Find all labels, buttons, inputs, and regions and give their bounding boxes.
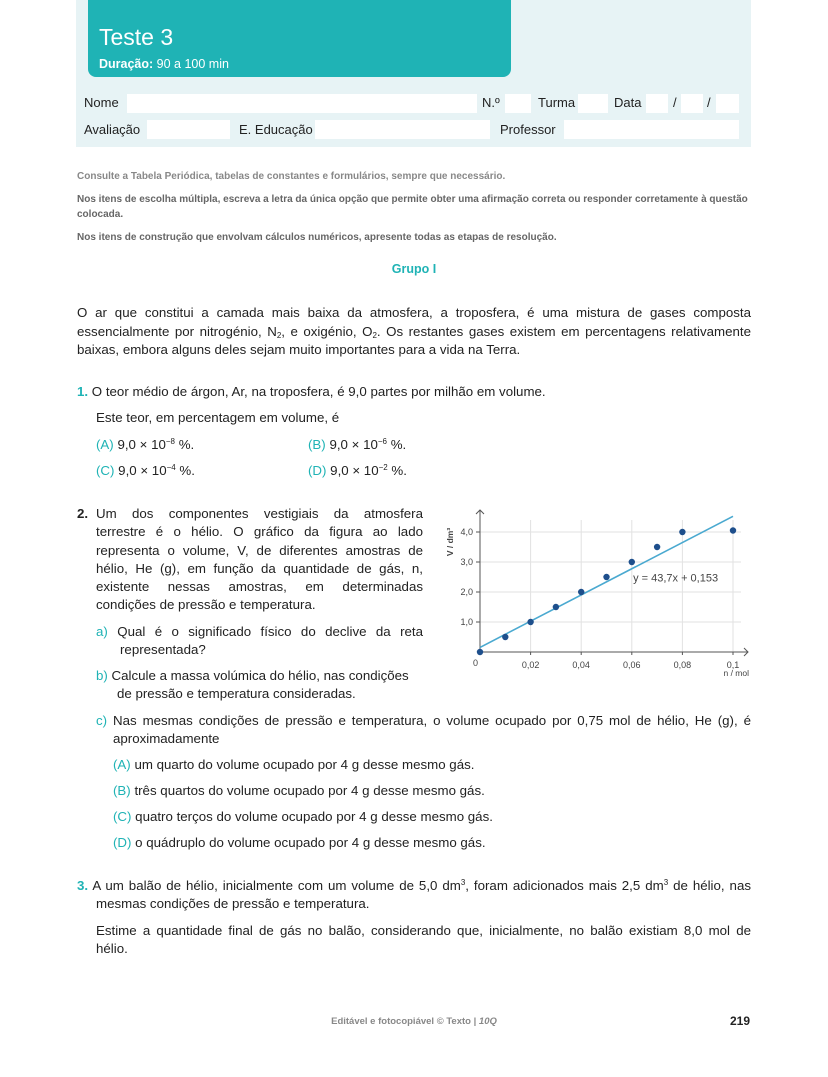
q2c-line2: aproximadamente: [113, 731, 220, 746]
option-letter: (B): [113, 783, 131, 798]
data-year-field[interactable]: [716, 94, 739, 113]
q1-option-d: [308, 462, 407, 481]
option-text: 9,0 × 10: [118, 463, 167, 478]
q3-text: de hélio, nas: [668, 878, 751, 893]
option-text: três quartos do volume ocupado por 4 g desse mesmo gás.: [134, 783, 485, 798]
group-title: Grupo I: [391, 262, 437, 276]
numero-field[interactable]: [505, 94, 531, 113]
q3-line2: mesmas condições de pressão e temperatura.: [96, 896, 370, 911]
q2a-line2: representada?: [120, 642, 206, 657]
q2-number: 2.: [77, 506, 89, 521]
q2c-letter: c): [96, 713, 108, 728]
q2a-line1: [96, 623, 423, 642]
data-points: [477, 527, 736, 655]
option-text: 9,0 × 10: [330, 463, 379, 478]
q2-line: terrestre é o hélio. O gráfico da figura ao lado: [96, 524, 423, 540]
x-tick-label: 0,08: [673, 660, 692, 670]
duration-label: Duração:: [99, 57, 154, 71]
option-unit: %.: [387, 437, 407, 452]
y-tick-label: 3,0: [460, 557, 473, 567]
q3-text: A um balão de hélio, inicialmente com um volume de 5,0 dm: [92, 878, 461, 893]
test-title: Teste 3: [99, 24, 174, 50]
instruction-2: Nos itens de escolha múltipla, escreva a letra da única opção que permite obter uma afirmação correta ou responder corretamente à questão colocada.: [77, 194, 748, 220]
fit-equation-label: y = 43,7x + 0,153: [633, 572, 719, 585]
instruction-3: Nos itens de construção que envolvam cálculos numéricos, apresente todas as etapas de resolução.: [77, 232, 557, 243]
y-tick-label: 4,0: [460, 527, 473, 537]
option-unit: %.: [387, 463, 407, 478]
data-point: [730, 527, 736, 533]
duration-value: 90 a 100 min: [156, 57, 229, 71]
page-number: 219: [729, 1014, 750, 1028]
option-text: quatro terços do volume ocupado por 4 g desse mesmo gás.: [135, 809, 493, 824]
option-letter: (A): [96, 437, 114, 452]
option-unit: %.: [175, 463, 195, 478]
q1-stem: Este teor, em percentagem em volume, é: [96, 410, 340, 425]
exponent: −6: [377, 437, 387, 446]
q3-line3: Estime a quantidade final de gás no balão, considerando que, inicialmente, no balão existiam 8,0 mol de: [96, 923, 751, 938]
intro-text: O ar que constitui a camada mais baixa da atmosfera, a troposfera, é uma mistura de gases composta essencialmente por nitrogénio, N: [77, 305, 751, 339]
intro-paragraph: [77, 304, 751, 360]
data-point: [578, 589, 584, 595]
y-tick-label: 1,0: [460, 617, 473, 627]
data-separator: /: [673, 95, 677, 110]
data-point: [553, 604, 559, 610]
nome-field[interactable]: [127, 94, 477, 113]
data-point: [629, 559, 635, 565]
y-axis-label: V / dm³: [445, 527, 455, 557]
numero-label: N.º: [482, 95, 500, 110]
subscript: 2: [372, 330, 377, 340]
x-ticks: [522, 652, 739, 670]
data-month-field[interactable]: [681, 94, 703, 113]
q2c-option-d: [113, 834, 486, 853]
professor-label: Professor: [500, 122, 556, 137]
q2c-option-b: [113, 782, 485, 801]
data-point: [654, 544, 660, 550]
footer-book-code: 10Q: [478, 1016, 497, 1027]
q2a-letter: a): [96, 624, 108, 639]
data-separator: /: [707, 95, 711, 110]
option-unit: %.: [175, 437, 195, 452]
q2-line: hélio, He (g), em função da quantidade de gás, n,: [96, 560, 423, 576]
option-letter: (B): [308, 437, 326, 452]
q2b-line1: [96, 667, 409, 686]
footer-text: Editável e fotocopiável © Texto |: [331, 1016, 479, 1027]
y-ticks: [460, 527, 480, 627]
q2-line: representa o volume, V, de diferentes amostras de: [96, 542, 423, 558]
q1-option-b: [308, 436, 406, 455]
intro-text: , e oxigénio, O: [281, 323, 373, 339]
professor-field[interactable]: [564, 120, 739, 139]
volume-vs-amount-chart: [440, 500, 760, 685]
superscript: 3: [663, 878, 669, 887]
superscript: 3: [460, 878, 466, 887]
q3-line4: hélio.: [96, 941, 128, 956]
option-text: o quádruplo do volume ocupado por 4 g desse mesmo gás.: [135, 835, 486, 850]
q2c-option-c: [113, 808, 493, 827]
x-tick-label: 0,06: [623, 660, 641, 670]
option-letter: (C): [113, 809, 132, 824]
x-axis-label: n / mol: [723, 668, 749, 678]
q2c-text: Nas mesmas condições de pressão e temperatura, o volume ocupado por 0,75 mol de hélio, He (g), é: [113, 713, 751, 728]
q2b-line2: de pressão e temperatura consideradas.: [117, 686, 356, 701]
educacao-label: E. Educação: [239, 122, 313, 137]
q3-line1: [77, 877, 751, 896]
exponent: −2: [378, 463, 388, 472]
q2b-letter: b): [96, 668, 108, 683]
instruction-1: Consulte a Tabela Periódica, tabelas de constantes e formulários, sempre que necessário.: [77, 171, 506, 182]
option-text: um quarto do volume ocupado por 4 g desse mesmo gás.: [134, 757, 475, 772]
data-day-field[interactable]: [646, 94, 668, 113]
q2-line: Um dos componentes vestigiais da atmosfera: [96, 506, 423, 521]
data-point: [527, 619, 533, 625]
x-tick-label: 0,1: [726, 660, 740, 670]
data-point: [603, 574, 609, 580]
turma-field[interactable]: [578, 94, 608, 113]
q1-option-a: [96, 436, 194, 455]
exponent: −8: [165, 437, 175, 446]
option-letter: (D): [308, 463, 327, 478]
option-text: 9,0 × 10: [329, 437, 378, 452]
title-tab: [88, 0, 511, 77]
option-letter: (D): [113, 835, 132, 850]
avaliacao-field[interactable]: [147, 120, 230, 139]
q1-text: O teor médio de árgon, Ar, na troposfera, é 9,0 partes por milhão em volume.: [91, 384, 546, 399]
data-point: [502, 634, 508, 640]
x-tick-label: 0,04: [572, 660, 590, 670]
intro-text: . Os restantes gases existem em percentagens relativamente baixas, embora alguns deles sejam muito importantes para a vida na Terra.: [77, 323, 752, 357]
duration: [99, 57, 229, 71]
q2c-option-a: [113, 756, 474, 775]
origin-label: 0: [473, 658, 479, 668]
turma-label: Turma: [538, 95, 576, 110]
q2-statement: [96, 505, 423, 615]
q1-option-c: [96, 462, 195, 481]
nome-label: Nome: [84, 95, 119, 110]
q1-number: 1.: [77, 384, 89, 399]
q3-text: , foram adicionados mais 2,5 dm: [465, 878, 664, 893]
q3-number: 3.: [77, 878, 89, 893]
q2c-line1: [96, 712, 751, 731]
data-point: [679, 529, 685, 535]
educacao-field[interactable]: [315, 120, 490, 139]
q2-line: condições de pressão e temperatura.: [96, 597, 316, 613]
option-text: 9,0 × 10: [117, 437, 166, 452]
chart-grid: [480, 520, 741, 652]
q2a-text: Qual é o significado físico do declive da reta: [117, 624, 423, 639]
footer-credit: [0, 1016, 828, 1027]
data-point: [477, 649, 483, 655]
option-letter: (A): [113, 757, 131, 772]
exponent: −4: [166, 463, 176, 472]
data-label: Data: [614, 95, 642, 110]
subscript: 2: [276, 330, 282, 340]
y-tick-label: 2,0: [460, 587, 473, 597]
q1-statement: [77, 383, 546, 402]
avaliacao-label: Avaliação: [84, 122, 141, 137]
option-letter: (C): [96, 463, 115, 478]
q2b-text: Calcule a massa volúmica do hélio, nas condições: [111, 668, 409, 683]
q2-line: existente nessas amostras, em determinadas: [96, 579, 423, 595]
x-tick-label: 0,02: [521, 660, 540, 670]
